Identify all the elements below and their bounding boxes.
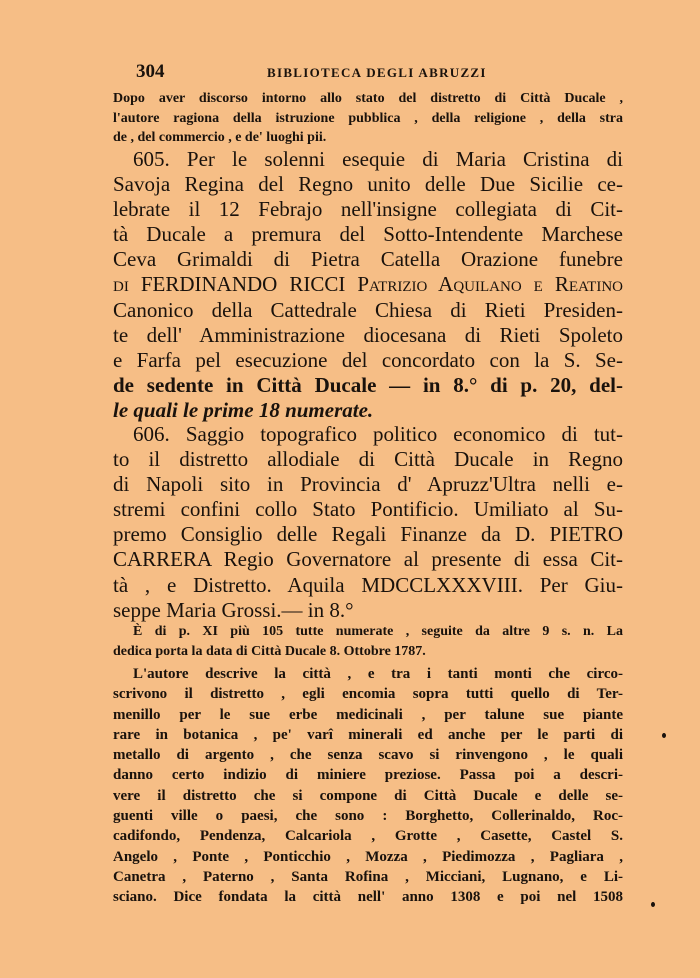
intro-line: l'autore ragiona della istruzione pubblica , della religione , della stra <box>113 110 623 126</box>
note-line: È di p. XI più 105 tutte numerate , seguite da altre 9 s. n. La <box>133 624 623 639</box>
entry-line: de sedente in Città Ducale — in 8.° di p. 20, del- <box>113 372 623 397</box>
description-line: vere il distretto che si compone di Città Ducale e delle se- <box>113 787 623 804</box>
intro-line: Dopo aver discorso intorno allo stato del distretto di Città Ducale , <box>113 91 623 106</box>
entry-line: to il distretto allodiale di Città Ducale in Regno <box>113 447 623 472</box>
entry-line: tà Ducale a premura del Sotto-Intendente Marchese <box>113 222 623 247</box>
description-line: cadifondo, Pendenza, Calcariola , Grotte , Casette, Castel S. <box>113 828 623 845</box>
entry-605 <box>113 147 623 423</box>
entry-line: stremi confini collo Stato Pontificio. Umiliato al Su- <box>113 497 623 522</box>
entry-line: te dell' Amministrazione diocesana di Rieti Spoleto <box>113 322 623 347</box>
description-line: guenti ville o paesi, che sono : Borghetto, Collerinaldo, Roc- <box>113 808 623 825</box>
entry-606-first-line <box>113 422 623 447</box>
description-paragraph <box>113 664 623 908</box>
intro-line: de , del commercio , e de' luoghi pii. <box>113 130 327 145</box>
entry-605-number: 605. <box>133 147 170 171</box>
description-line: L'autore descrive la città , e tra i tanti monti che circo- <box>133 666 623 682</box>
running-title: BIBLIOTECA DEGLI ABRUZZI <box>267 65 487 80</box>
entry-line: Savoja Regina del Regno unito delle Due Sicilie ce- <box>113 172 623 197</box>
entry-line: lebrate il 12 Febrajo nell'insigne collegiata di Cit- <box>113 197 623 222</box>
description-line: metallo di argento , che senza scavo si rinvengono , le quali <box>113 747 623 764</box>
entry-line: le quali le prime 18 numerate. <box>113 397 374 422</box>
description-line: Angelo , Ponte , Ponticchio , Mozza , Piedimozza , Pagliara , <box>113 848 623 865</box>
description-line: rare in botanica , pe' varî minerali ed anche per le parti di <box>113 726 623 743</box>
note-line: dedica porta la data di Città Ducale 8. Ottobre 1787. <box>113 643 426 659</box>
entry-line: Ceva Grimaldi di Pietra Catella Orazione funebre <box>113 247 623 272</box>
description-line: scrivono il distretto , egli encomia sopra tutti quello di Ter- <box>113 686 623 703</box>
entry-line: CARRERA Regio Governatore al presente di essa Cit- <box>113 547 623 572</box>
entry-line: tà , e Distretto. Aquila MDCCLXXXVIII. Per Giu- <box>113 572 623 597</box>
entry-606-note <box>113 622 623 661</box>
entry-606 <box>113 422 623 623</box>
ink-speck <box>662 733 666 738</box>
description-line: Canetra , Paterno , Santa Rofina , Micciani, Lugnano, e Li- <box>113 868 623 885</box>
entry-line: e Farfa pel esecuzione del concordato con la S. Se- <box>113 347 623 372</box>
entry-line: di Napoli sito in Provincia d' Apruzz'Ultra nelli e- <box>113 472 623 497</box>
entry-line: Saggio topografico politico economico di tut- <box>185 422 624 446</box>
entry-line: di FERDINANDO RICCI Patrizio Aquilano e Reatino <box>113 272 623 297</box>
entry-line: premo Consiglio delle Regali Finanze da D. PIETRO <box>113 522 623 547</box>
entry-606-number: 606. <box>133 422 170 446</box>
description-line: sciano. Dice fondata la città nell' anno 1308 e poi nel 1508 <box>113 889 623 906</box>
page-number: 304 <box>136 61 165 82</box>
entry-line: Per le solenni esequie di Maria Cristina di <box>186 147 624 171</box>
entry-605-first-line <box>113 147 623 172</box>
ink-speck <box>651 902 655 907</box>
page-header <box>136 61 596 85</box>
description-line: menillo per le sue erbe medicinali , per talune sue piante <box>113 706 623 723</box>
description-line: danno certo indizio di miniere preziose. Passa poi a descri- <box>113 767 623 784</box>
entry-line: Canonico della Cattedrale Chiesa di Rieti Presiden- <box>113 297 623 322</box>
intro-note <box>113 89 623 148</box>
entry-line: seppe Maria Grossi.— in 8.° <box>113 597 354 622</box>
